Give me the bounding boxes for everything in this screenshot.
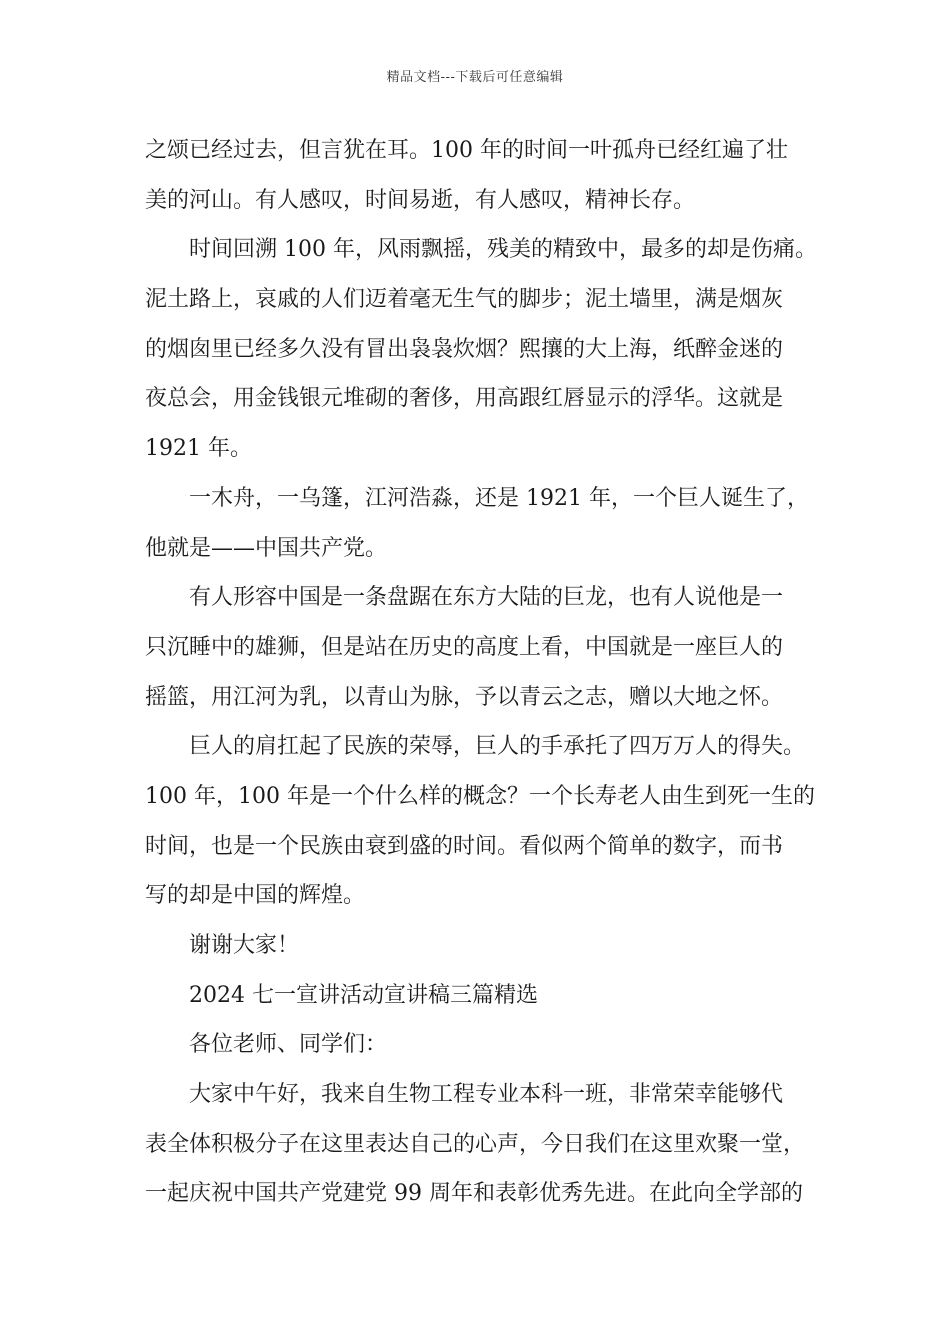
text-line: 表全体积极分子在这里表达自己的心声，今日我们在这里欢聚一堂， (145, 1131, 806, 1157)
text-line: 一起庆祝中国共产党建党 99 周年和表彰优秀先进。在此向全学部的 (145, 1181, 803, 1207)
text-line: 时间，也是一个民族由衰到盛的时间。看似两个简单的数字，而书 (145, 833, 784, 859)
text-line: 泥土路上，哀戚的人们迈着毫无生气的脚步；泥土墙里，满是烟灰 (145, 287, 784, 313)
text-line: 他就是——中国共产党。 (145, 535, 388, 561)
text-line: 1921 年。 (145, 436, 252, 462)
document-body (145, 126, 825, 1219)
text-line: 只沉睡中的雄狮，但是站在历史的高度上看，中国就是一座巨人的 (145, 634, 784, 660)
text-line: 一木舟，一乌篷，江河浩淼，还是 1921 年，一个巨人诞生了， (189, 485, 809, 511)
text-line: 摇篮，用江河为乳，以青山为脉，予以青云之志，赠以大地之怀。 (145, 684, 784, 710)
text-line: 各位老师、同学们： (189, 1032, 388, 1058)
text-line: 2024 七一宣讲活动宣讲稿三篇精选 (189, 982, 538, 1008)
text-line: 夜总会，用金钱银元堆砌的奢侈，用高跟红唇显示的浮华。这就是 (145, 386, 784, 412)
text-line: 100 年，100 年是一个什么样的概念？一个长寿老人由生到死一生的 (145, 783, 815, 809)
text-line: 巨人的肩扛起了民族的荣辱，巨人的手承托了四万万人的得失。 (189, 734, 806, 760)
page-header: 精品文档---下载后可任意编辑 (386, 70, 564, 85)
text-line: 谢谢大家！ (189, 933, 300, 958)
text-line: 有人形容中国是一条盘踞在东方大陆的巨龙，也有人说他是一 (189, 585, 784, 611)
text-line: 大家中午好，我来自生物工程专业本科一班，非常荣幸能够代 (189, 1082, 784, 1108)
text-line: 之颂已经过去，但言犹在耳。100 年的时间一叶孤舟已经红遍了壮 (145, 138, 788, 163)
text-line: 时间回溯 100 年，风雨飘摇，残美的精致中，最多的却是伤痛。 (189, 237, 817, 263)
text-line: 写的却是中国的辉煌。 (145, 883, 366, 909)
text-line: 的烟囱里已经多久没有冒出袅袅炊烟？熙攘的大上海，纸醉金迷的 (145, 336, 784, 362)
text-line: 美的河山。有人感叹，时间易逝，有人感叹，精神长存。 (145, 187, 696, 213)
